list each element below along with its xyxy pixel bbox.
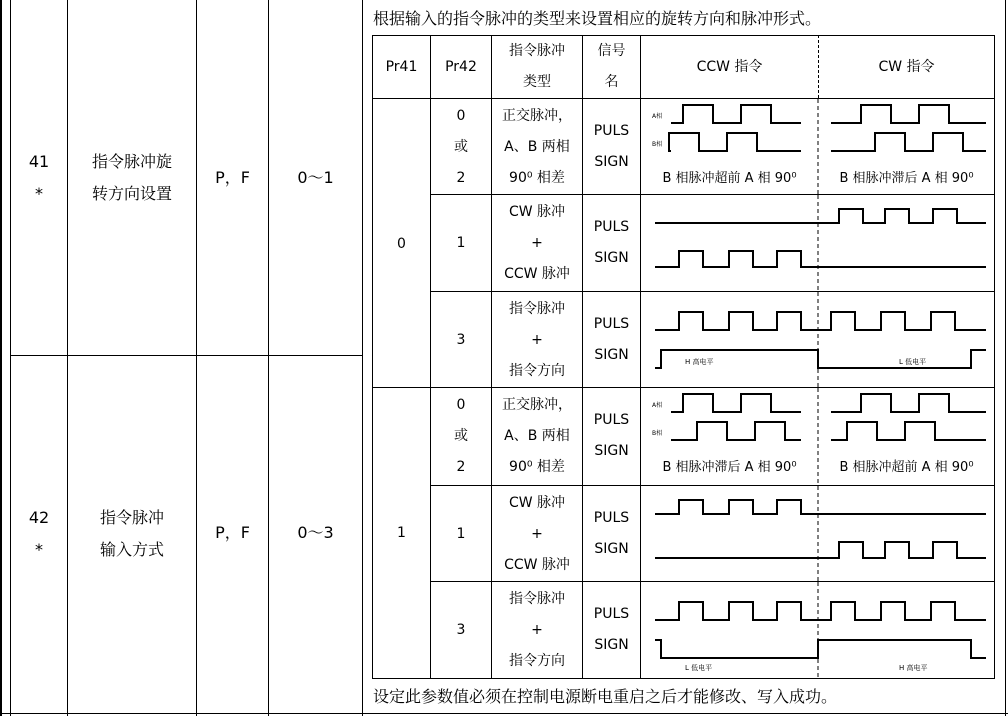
phase-label: A相: [652, 402, 663, 409]
signal-name: PULS: [593, 510, 630, 526]
param-name: 指令脉冲旋: [91, 152, 172, 171]
pulse-type-line: +: [531, 621, 543, 638]
header-type: [492, 36, 582, 98]
param-name: 输入方式: [99, 540, 164, 559]
pr42-value-cell: [431, 582, 491, 678]
pulse-type-line: 90⁰ 相差: [509, 169, 565, 186]
pulse-type-cell: [492, 195, 582, 291]
phase-b-waveform: [831, 133, 986, 151]
pulse-type-line: +: [531, 525, 543, 542]
param-name-cell: [68, 146, 196, 210]
param-range: 0～1: [297, 168, 334, 187]
puls-waveform: [655, 312, 986, 330]
signal-name: SIGN: [594, 541, 629, 557]
param-number-cell: [11, 502, 67, 566]
level-label: L 低电平: [685, 664, 713, 672]
pr42-value-line: 1: [456, 525, 466, 542]
signal-name-cell: [583, 582, 640, 678]
level-label: H 高电平: [685, 358, 714, 366]
pulse-type-line: 指令脉冲: [509, 590, 565, 607]
header-signal-line: 信号: [597, 43, 626, 59]
param-name-cell: [68, 502, 196, 566]
pr42-value-line: 2: [456, 458, 466, 475]
signal-name: PULS: [593, 219, 630, 235]
pr42-value-line: 3: [456, 331, 466, 348]
signal-name: SIGN: [594, 250, 629, 266]
header-cw: CW 指令: [878, 58, 935, 75]
pulse-type-line: CCW 脉冲: [504, 265, 570, 282]
phase-label: A相: [652, 113, 663, 120]
pr41-value: 0: [397, 235, 406, 252]
phase-b-waveform: [669, 133, 801, 151]
phase-a-waveform: [831, 105, 986, 123]
top-note: 根据输入的指令脉冲的类型来设置相应的旋转方向和脉冲形式。: [373, 9, 822, 28]
phase-b-waveform: [671, 422, 801, 440]
inner-table-bottom: [372, 678, 995, 679]
signal-name: SIGN: [594, 443, 629, 459]
header-ccw: CCW 指令: [696, 58, 763, 75]
pr42-value-line: 2: [456, 169, 466, 186]
signal-name: PULS: [593, 123, 630, 139]
sign-waveform: [655, 251, 986, 267]
ccw-caption: B 相脉冲超前 A 相 90⁰: [662, 170, 797, 186]
param-star: *: [35, 184, 43, 203]
header-pr42: Pr42: [445, 58, 477, 75]
pulse-type-line: +: [531, 331, 543, 348]
pulse-type-line: 指令方向: [509, 652, 565, 669]
pr42-value-cell: [431, 99, 491, 195]
table-inner-border: [10, 0, 11, 716]
pulse-type-line: CW 脉冲: [508, 494, 566, 511]
signal-name-cell: [583, 292, 640, 388]
ccw-caption: B 相脉冲滞后 A 相 90⁰: [662, 459, 797, 475]
puls-waveform: [655, 500, 986, 514]
signal-name-cell: [583, 195, 640, 291]
waveform-diagram: [641, 292, 994, 388]
pr42-value-line: 0: [456, 107, 466, 124]
header-signal-line: 名: [604, 74, 619, 90]
pulse-type-line: A、B 两相: [504, 138, 570, 155]
pulse-type-cell: [492, 292, 582, 388]
pulse-type-cell: [492, 388, 582, 484]
cw-caption: B 相脉冲超前 A 相 90⁰: [839, 459, 974, 475]
signal-name-cell: [583, 388, 640, 484]
param-name: 转方向设置: [91, 184, 172, 203]
pr42-value-cell: [431, 388, 491, 484]
header-signal: [583, 36, 640, 98]
level-label: H 高电平: [899, 664, 928, 672]
sign-waveform: [655, 640, 986, 658]
header-type-line: 类型: [523, 74, 551, 90]
phase-a-waveform: [831, 394, 986, 412]
col-divider: [268, 0, 269, 716]
signal-name-cell: [583, 486, 640, 582]
pulse-type-line: A、B 两相: [504, 427, 570, 444]
param-range: 0～3: [297, 523, 334, 542]
pulse-type-line: 指令方向: [509, 362, 565, 379]
waveform-diagram: [641, 582, 994, 678]
puls-waveform: [655, 209, 986, 223]
signal-name: SIGN: [594, 637, 629, 653]
pr42-value-line: 0: [456, 396, 466, 413]
phase-a-waveform: [671, 105, 801, 123]
pr42-value-cell: [431, 486, 491, 582]
table-border-left: [0, 0, 2, 716]
param-name: 指令脉冲: [99, 508, 164, 527]
pr42-value-line: 或: [454, 427, 468, 444]
waveform-diagram: [641, 99, 994, 195]
col-divider: [196, 0, 197, 716]
pr42-value-cell: [431, 292, 491, 388]
pulse-type-cell: [492, 99, 582, 195]
pulse-type-line: CW 脉冲: [508, 203, 566, 220]
signal-name: PULS: [593, 412, 630, 428]
col-divider: [362, 0, 363, 716]
header-pr41: Pr41: [385, 58, 418, 75]
param-number-cell: [11, 146, 67, 210]
cw-caption: B 相脉冲滞后 A 相 90⁰: [839, 170, 974, 186]
signal-name: PULS: [593, 316, 630, 332]
waveform-diagram: [641, 486, 994, 582]
phase-a-waveform: [671, 394, 801, 412]
pulse-type-line: +: [531, 234, 543, 251]
waveform-diagram: [641, 388, 994, 484]
table-border-bottom: [0, 713, 1008, 714]
signal-name: SIGN: [594, 154, 629, 170]
param-number: 41: [28, 152, 50, 171]
param-number: 42: [28, 508, 50, 527]
pr42-value-line: 或: [454, 138, 468, 155]
signal-name-cell: [583, 99, 640, 195]
pulse-type-line: 指令脉冲: [509, 300, 565, 317]
pr42-value-line: 3: [456, 621, 466, 638]
pulse-type-line: 正交脉冲，: [502, 107, 572, 124]
pulse-type-cell: [492, 582, 582, 678]
waveform-diagram: [641, 195, 994, 291]
inner-table-left: [372, 35, 373, 679]
phase-b-waveform: [831, 422, 986, 440]
param-mode: P，F: [215, 523, 250, 542]
phase-label: B相: [652, 141, 663, 148]
table-border-right: [1005, 0, 1006, 716]
row-divider: [10, 355, 362, 356]
signal-name: PULS: [593, 606, 630, 622]
signal-name: SIGN: [594, 347, 629, 363]
pulse-type-line: 正交脉冲，: [502, 396, 572, 413]
pr41-value: 1: [397, 524, 406, 541]
bottom-note: 设定此参数值必须在控制电源断电重启之后才能修改、写入成功。: [373, 687, 838, 706]
pulse-type-line: CCW 脉冲: [504, 556, 570, 573]
puls-waveform: [655, 602, 986, 620]
pulse-type-line: 90⁰ 相差: [509, 458, 565, 475]
sign-waveform: [655, 542, 986, 558]
pulse-type-cell: [492, 486, 582, 582]
phase-label: B相: [652, 430, 663, 437]
inner-table-right: [994, 35, 995, 679]
pr42-value-line: 1: [456, 234, 466, 251]
param-star: *: [35, 540, 43, 559]
level-label: L 低电平: [899, 358, 927, 366]
col-divider: [67, 0, 68, 716]
header-type-line: 指令脉冲: [509, 43, 565, 59]
pr42-value-cell: [431, 195, 491, 291]
param-mode: P，F: [215, 168, 250, 187]
